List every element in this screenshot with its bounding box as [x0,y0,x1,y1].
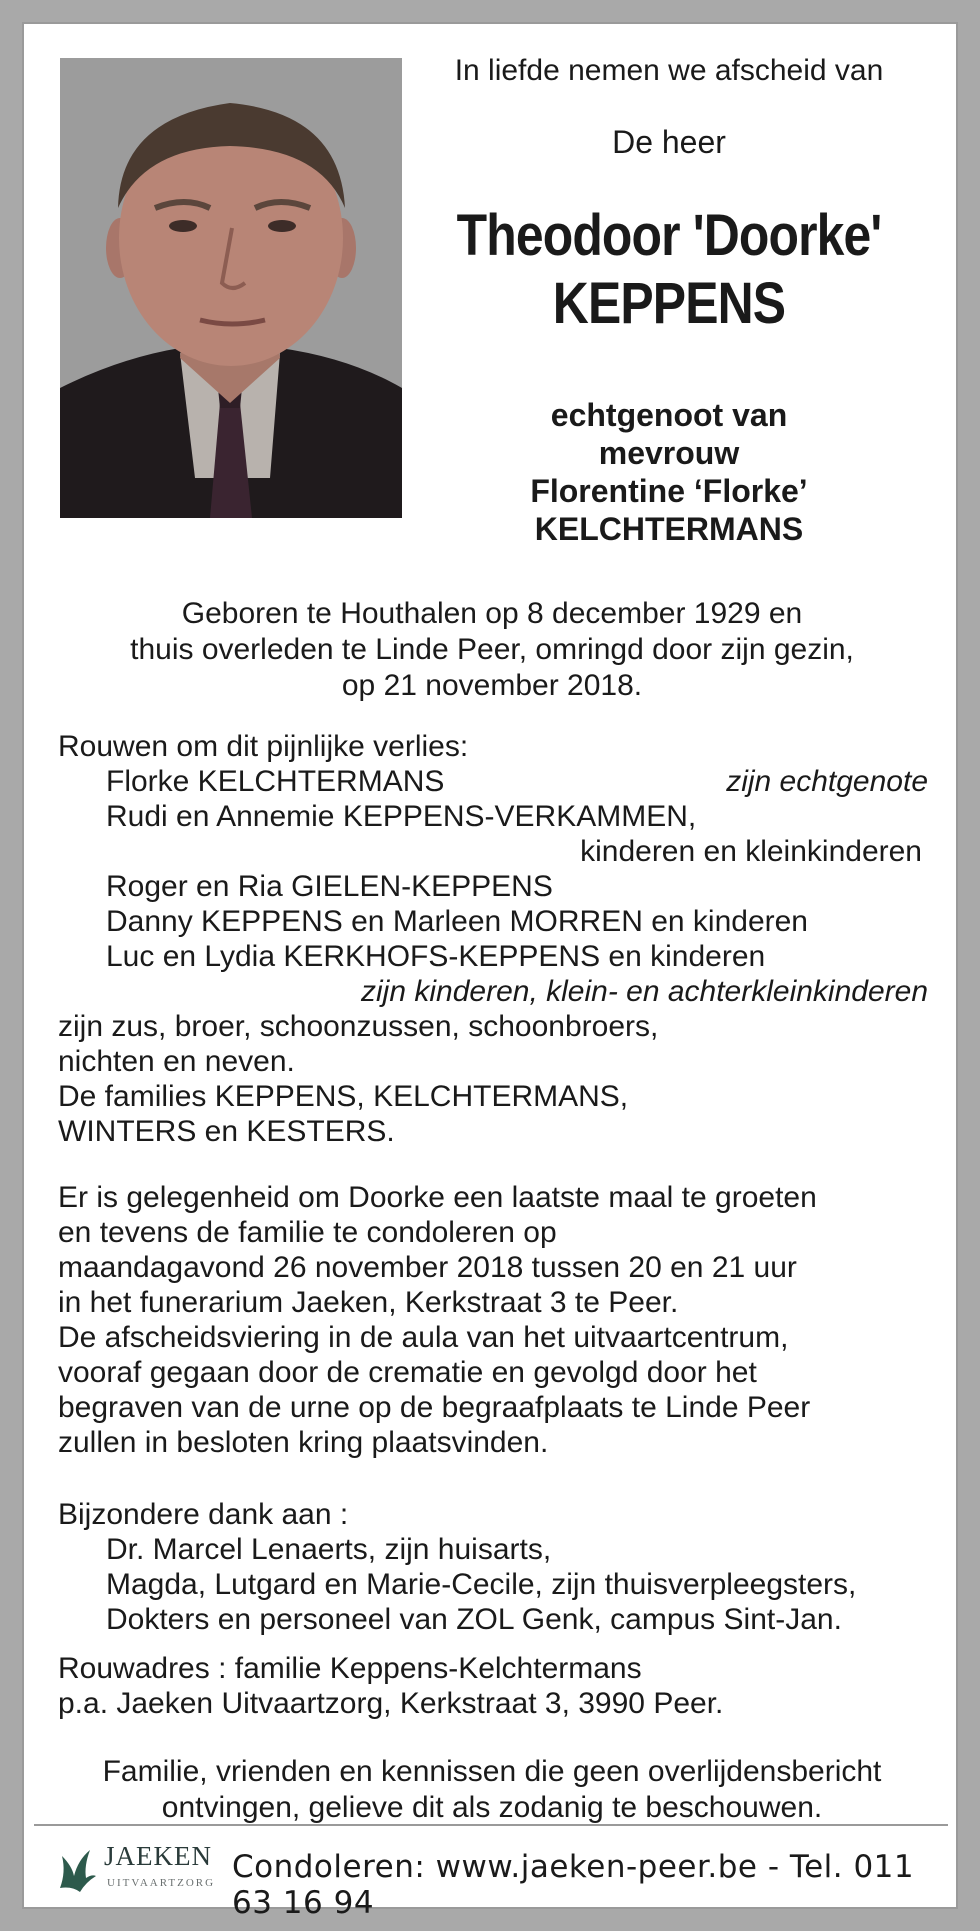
deceased-name [441,202,897,338]
visitation-line: vooraf gegaan door de crematie en gevolgd door het [58,1356,757,1389]
mourner-name: Roger en Ria GIELEN-KEPPENS [106,870,553,903]
logo-subtitle: UITVAARTZORG [107,1877,216,1889]
mourners-heading: Rouwen om dit pijnlijke verlies: [58,730,469,763]
logo-name: JAEKEN [104,1841,212,1871]
thanks-heading: Bijzondere dank aan : [58,1498,349,1531]
thanks-item: Dr. Marcel Lenaerts, zijn huisarts, [106,1533,552,1566]
intro-text: In liefde nemen we afscheid van [454,54,884,87]
mourner-role: zijn kinderen, klein- en achterkleinkinderen [361,975,928,1008]
birth-line: Geboren te Houthalen op 8 december 1929 en [181,597,803,630]
address-block [58,1651,928,1721]
visitation-line: Er is gelegenheid om Doorke een laatste maal te groeten [58,1181,817,1214]
mourner-role: kinderen en kleinkinderen [580,835,922,868]
visitation-line: in het funerarium Jaeken, Kerkstraat 3 te Peer. [58,1286,679,1319]
portrait-photo [60,58,402,518]
thanks-item: Dokters en personeel van ZOL Genk, campus Sint-Jan. [106,1603,842,1636]
family-line: zijn zus, broer, schoonzussen, schoonbroers, [58,1010,659,1043]
address-line: Rouwadres : familie Keppens-Kelchtermans [58,1652,642,1685]
mourner-name: Rudi en Annemie KEPPENS-VERKAMMEN, [106,800,697,833]
visitation-line: begraven van de urne op de begraafplaats te Linde Peer [58,1391,811,1424]
closing-line: ontvingen, gelieve dit als zodanig te beschouwen. [161,1791,823,1824]
mourner-row [58,764,928,799]
visitation-block [58,1180,928,1460]
mourner-name: Florke KELCHTERMANS [106,765,445,798]
thanks-block [58,1497,928,1637]
portrait-illustration [60,58,402,518]
birth-death-block [44,596,940,704]
family-line: WINTERS en KESTERS. [58,1115,395,1148]
family-line: nichten en neven. [58,1045,295,1078]
mourner-name: Luc en Lydia KERKHOFS-KEPPENS en kinderen [106,940,766,973]
spouse-line: Florentine ‘Florke’ [530,473,808,509]
thanks-item: Magda, Lutgard en Marie-Cecile, zijn thuisverpleegsters, [106,1568,857,1601]
mourner-name: Danny KEPPENS en Marleen MORREN en kinderen [106,905,808,938]
visitation-line: zullen in besloten kring plaatsvinden. [58,1426,549,1459]
closing-line: Familie, vrienden en kennissen die geen overlijdensbericht [102,1755,882,1788]
death-notice-card [22,22,958,1921]
mourner-role: zijn echtgenote [726,765,928,798]
deceased-name-last: KEPPENS [552,271,786,336]
address-line: p.a. Jaeken Uitvaartzorg, Kerkstraat 3, 3990 Peer. [58,1687,724,1720]
visitation-line: maandagavond 26 november 2018 tussen 20 en 21 uur [58,1251,797,1284]
family-line: De families KEPPENS, KELCHTERMANS, [58,1080,629,1113]
birth-line: thuis overleden te Linde Peer, omringd door zijn gezin, [130,633,854,666]
visitation-line: De afscheidsviering in de aula van het uitvaartcentrum, [58,1321,789,1354]
spouse-line: KELCHTERMANS [534,511,804,547]
deceased-name-first: Theodoor 'Doorke' [456,203,882,268]
spouse-line: echtgenoot van [550,397,788,433]
spouse-block [424,396,914,548]
footer-divider [34,1824,948,1826]
bird-logo-icon [54,1842,98,1894]
mourners-block [58,729,928,1149]
contact-line: Condoleren: www.jaeken-peer.be - Tel. 011 63 16 94 [232,1849,915,1921]
visitation-line: en tevens de familie te condoleren op [58,1216,557,1249]
spouse-line: mevrouw [598,435,740,471]
birth-line: op 21 november 2018. [341,669,643,702]
closing-note [44,1754,940,1826]
honorific: De heer [612,124,726,160]
